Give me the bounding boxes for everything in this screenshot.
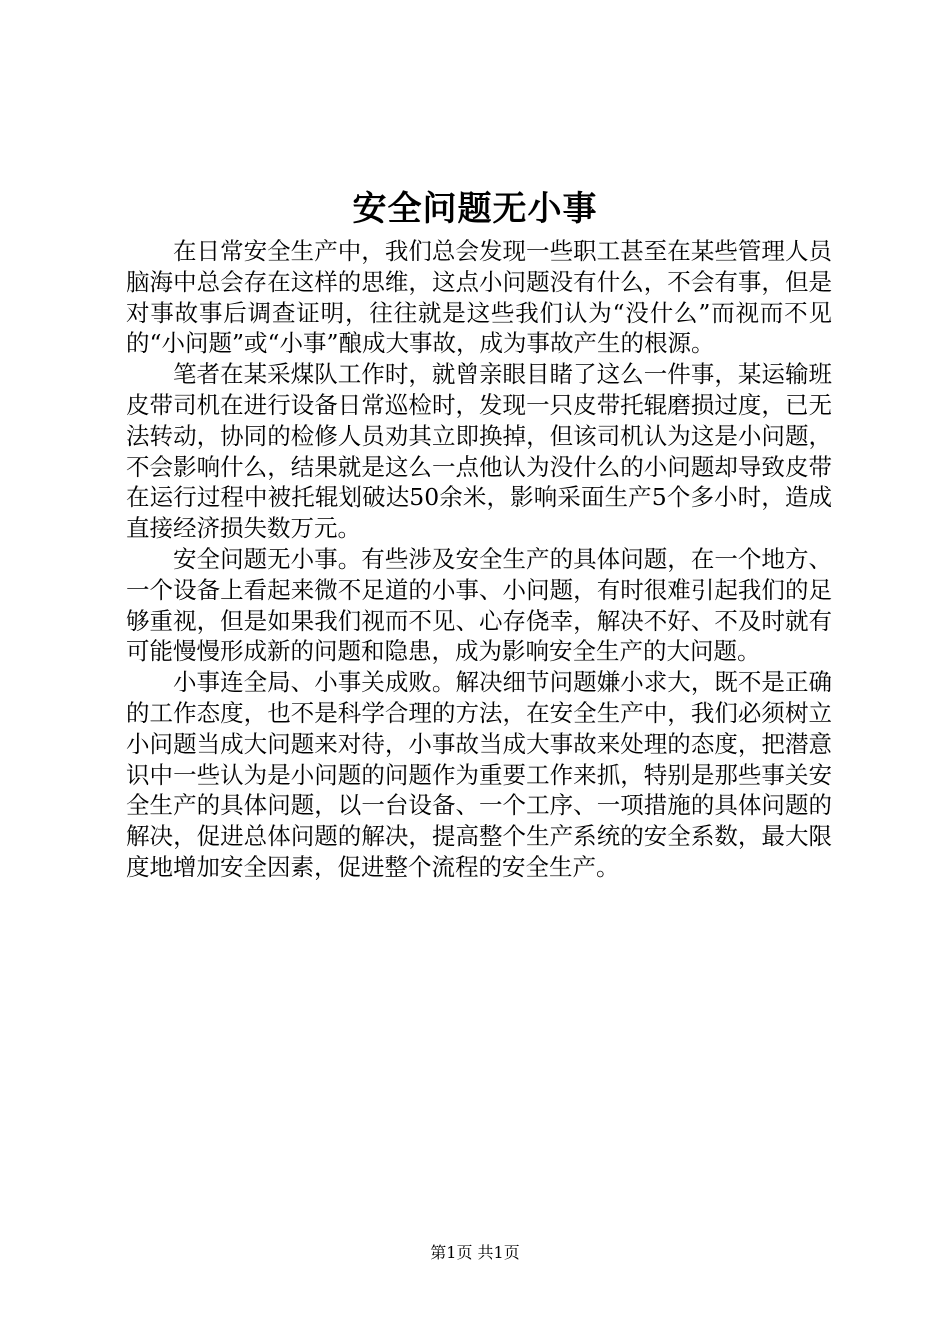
paragraph-4: 小事连全局、小事关成败。解决细节问题嫌小求大，既不是正确的工作态度，也不是科学合理的方法，在安全生产中，我们必须树立小问题当成大问题来对待，小事故当成大事故来处理的态度，把潜意识中一些认为是小问题的问题作为重要工作来抓，特别是那些事关安全生产的具体问题，以一台设备、一个工序、一项措施的具体问题的解决，促进总体问题的解决，提高整个生产系统的安全系数，最大限度地增加安全因素，促进整个流程的安全生产。 bbox=[126, 668, 832, 881]
paragraph-2: 笔者在某采煤队工作时，就曾亲眼目睹了这么一件事，某运输班皮带司机在进行设备日常巡检时，发现一只皮带托辊磨损过度，已无法转动，协同的检修人员劝其立即换掉，但该司机认为这是小问题，不会影响什么，结果就是这么一点他认为没什么的小问题却导致皮带在运行过程中被托辊划破达50余米，影响采面生产5个多小时，造成直接经济损失数万元。 bbox=[126, 360, 832, 543]
document-title: 安全问题无小事 bbox=[352, 189, 598, 229]
paragraph-3: 安全问题无小事。有些涉及安全生产的具体问题，在一个地方、一个设备上看起来微不足道的小事、小问题，有时很难引起我们的足够重视，但是如果我们视而不见、心存侥幸，解决不好、不及时就有可能慢慢形成新的问题和隐患，成为影响安全生产的大问题。 bbox=[126, 544, 832, 666]
document-body bbox=[126, 236, 832, 883]
paragraph-1: 在日常安全生产中，我们总会发现一些职工甚至在某些管理人员脑海中总会存在这样的思维，这点小问题没有什么，不会有事，但是对事故事后调查证明，往往就是这些我们认为“没什么”而视而不见的“小问题”或“小事”酿成大事故，成为事故产生的根源。 bbox=[126, 237, 832, 358]
page-footer: 第1页 共1页 bbox=[430, 1243, 520, 1262]
